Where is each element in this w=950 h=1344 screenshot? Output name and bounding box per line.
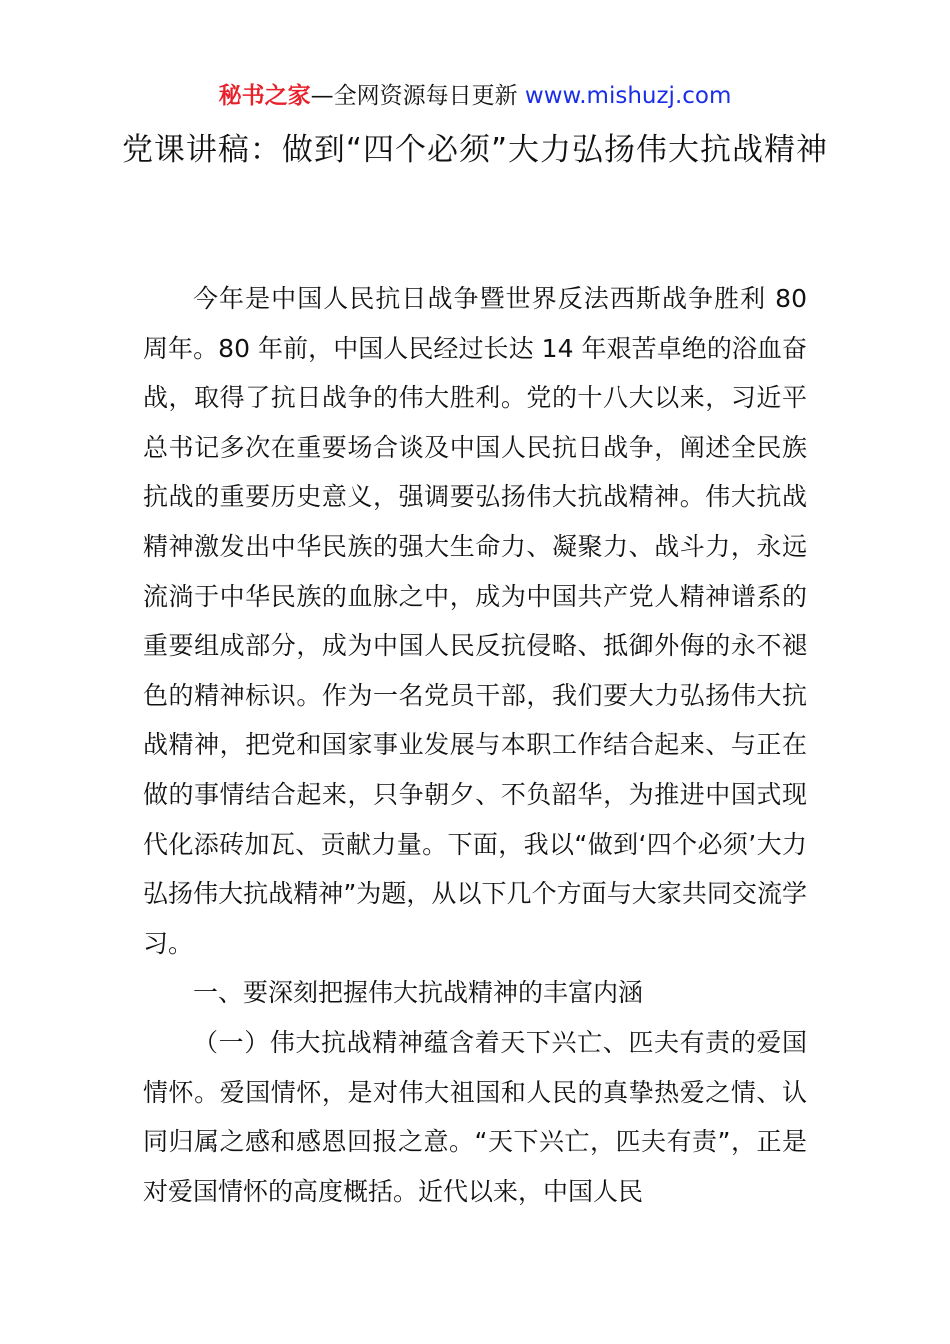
intro-paragraph: 今年是中国人民抗日战争暨世界反法西斯战争胜利 80 周年。80 年前，中国人民经过长达 14 年艰苦卓绝的浴血奋战，取得了抗日战争的伟大胜利。党的十八大以来，习近平总书记多次在重要场合谈及中国人民抗日战争，阐述全民族抗战的重要历史意义，强调要弘扬伟大抗战精神。伟大抗战精神激发出中华民族的强大生命力、凝聚力、战斗力，永远流淌于中华民族的血脉之中，成为中国共产党人精神谱系的重要组成部分，成为中国人民反抗侵略、抵御外侮的永不褪色的精神标识。作为一名党员干部，我们要大力弘扬伟大抗战精神，把党和国家事业发展与本职工作结合起来、与正在做的事情结合起来，只争朝夕、不负韶华，为推进中国式现代化添砖加瓦、贡献力量。下面，我以“做到‘四个必须’大力弘扬伟大抗战精神”为题，从以下几个方面与大家共同交流学习。: [143, 284, 807, 958]
site-tagline: —全网资源每日更新: [310, 83, 525, 109]
subsection-paragraph: （一）伟大抗战精神蕴含着天下兴亡、匹夫有责的爱国情怀。爱国情怀，是对伟大祖国和人民的真挚热爱之情、认同归属之感和感恩回报之意。“天下兴亡，匹夫有责”，正是对爱国情怀的高度概括。近代以来，中国人民: [143, 1027, 807, 1206]
section-heading: 一、要深刻把握伟大抗战精神的丰富内涵: [193, 978, 644, 1008]
document-body: [143, 274, 807, 1216]
site-brand: 秘书之家: [218, 83, 311, 109]
site-url[interactable]: www.mishuzj.com: [524, 83, 732, 109]
site-header: [0, 80, 950, 112]
document-title: 党课讲稿：做到“四个必须”大力弘扬伟大抗战精神: [121, 132, 829, 168]
